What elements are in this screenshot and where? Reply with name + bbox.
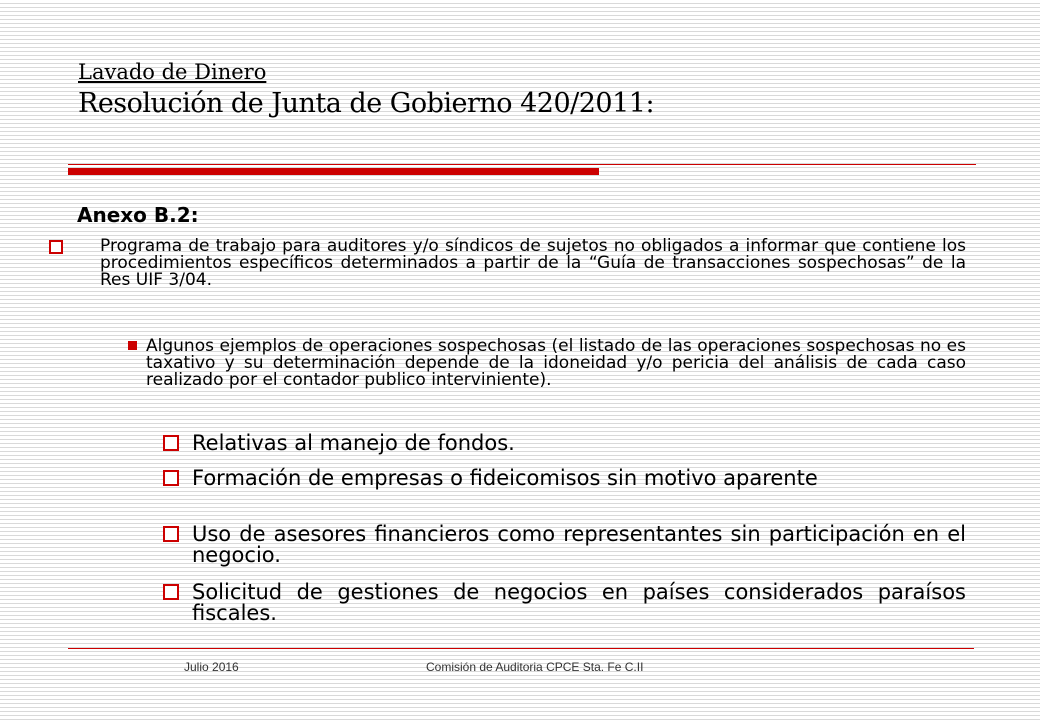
hollow-square-bullet-icon [163,584,179,600]
slide-subtitle: Resolución de Junta de Gobierno 420/2011: [78,88,655,119]
list-item: Solicitud de gestiones de negocios en países considerados paraísos fiscales. [192,580,966,625]
hollow-square-bullet-icon [49,240,63,254]
list-item: Uso de asesores financieros como representantes sin participación en el negocio. [192,522,966,567]
slide-title: Lavado de Dinero [78,60,267,84]
list-item: Formación de empresas o fideicomisos sin motivo aparente [192,466,818,490]
title-accent-bar [68,168,599,175]
hollow-square-bullet-icon [163,526,179,542]
footer-organization: Comisión de Auditoria CPCE Sta. Fe C.II [426,660,644,674]
annex-heading: Anexo B.2: [77,203,199,227]
title-block [78,58,654,122]
hollow-square-bullet-icon [163,470,179,486]
title-divider-line [68,164,976,165]
filled-square-bullet-icon [128,341,137,350]
footer-divider-line [68,648,974,649]
level1-bullet-text: Programa de trabajo para auditores y/o síndicos de sujetos no obligados a informar que contiene los procedimientos específicos determinados a partir de la “Guía de transacciones sospechosas” de la Res UIF 3/04. [100,236,966,290]
hollow-square-bullet-icon [163,435,179,451]
list-item: Relativas al manejo de fondos. [192,431,515,455]
level2-bullet-text: Algunos ejemplos de operaciones sospechosas (el listado de las operaciones sospechosas no es taxativo y su determinación depende de la idoneidad y/o pericia del análisis de cada caso realizado por el contador publico interviniente). [146,336,966,390]
footer-date: Julio 2016 [184,660,239,674]
